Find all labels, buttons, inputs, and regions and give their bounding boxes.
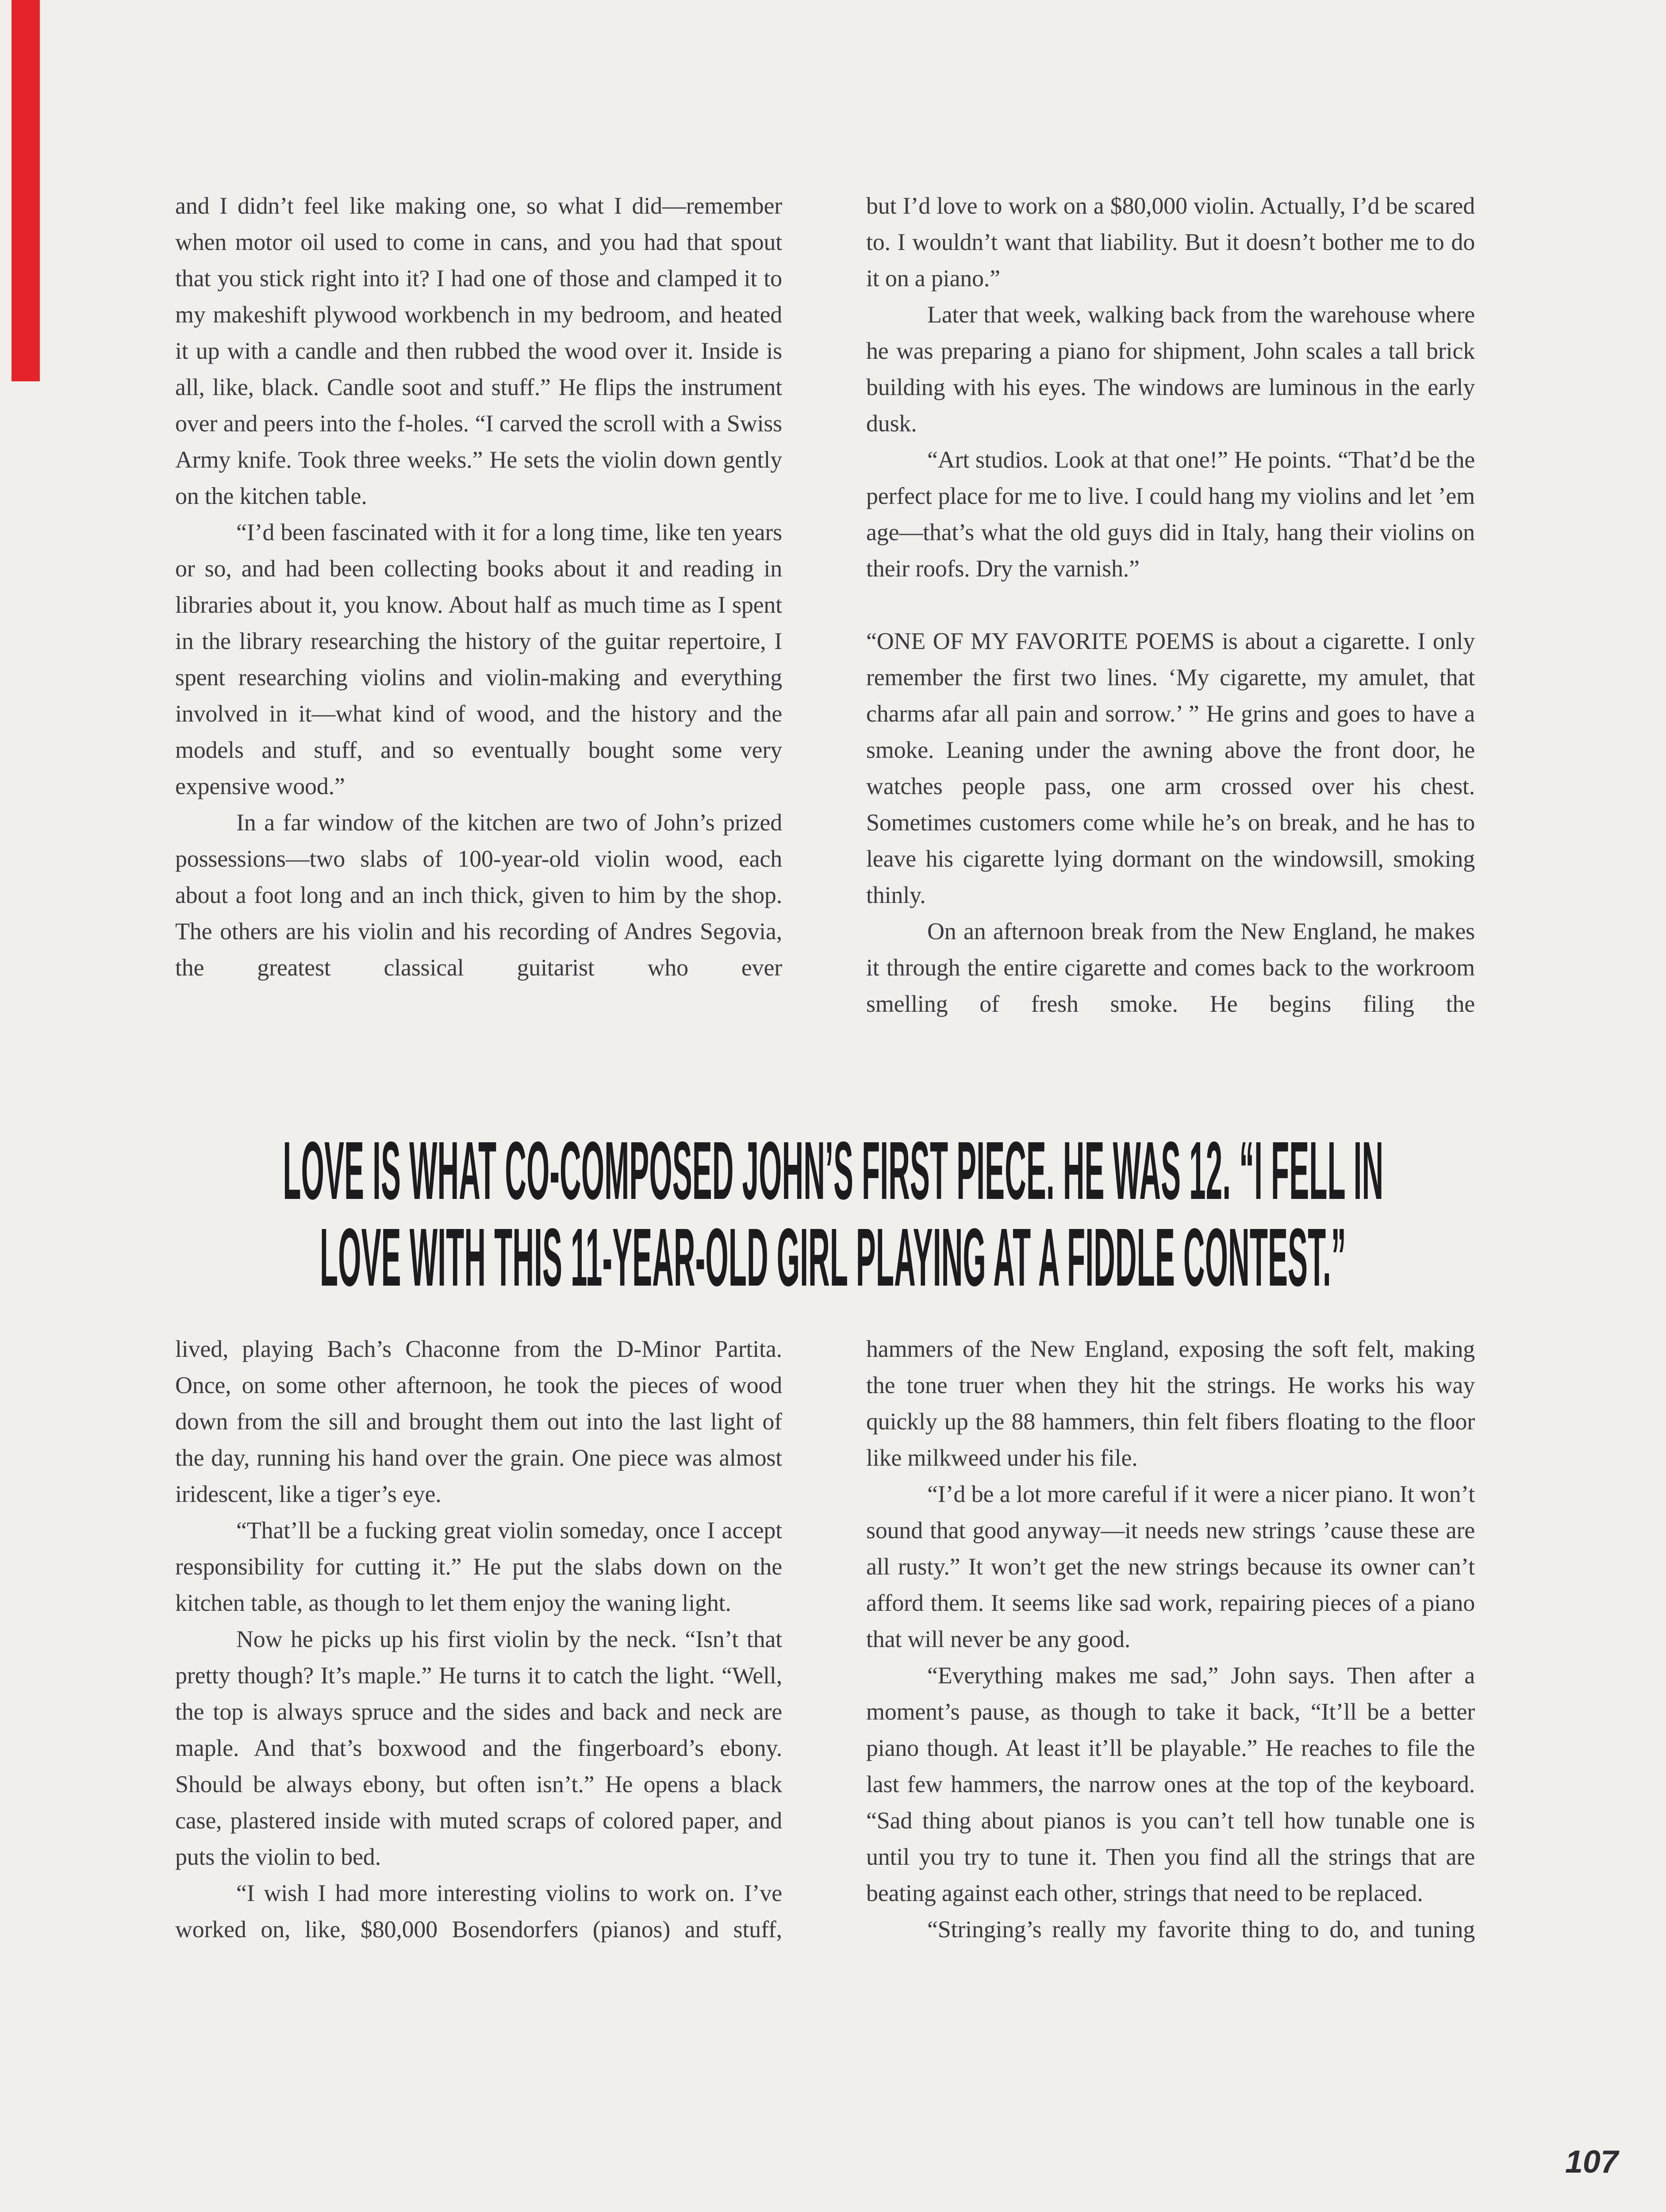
paragraph: lived, playing Bach’s Chaconne from the D-Minor Partita. Once, on some other afternoon, he took the pieces of wood down from the sill and brought them out into the last light of the day, running his hand over the grain. One piece was almost iridescent, like a tiger’s eye. xyxy=(175,1336,782,1507)
paragraph: “Art studios. Look at that one!” He points. “That’d be the perfect place for me to live. I could hang my violins and let ’em age—that’s what the old guys did in Italy, hang their violins on their roofs. Dry the varnish.” xyxy=(866,446,1475,582)
page-number: 107 xyxy=(1565,2144,1618,2180)
column-top-right xyxy=(866,188,1475,1122)
paragraph: Later that week, walking back from the warehouse where he was preparing a piano for shipment, John scales a tall brick building with his eyes. The windows are luminous in the early dusk. xyxy=(866,301,1475,437)
paragraph: “That’ll be a fucking great violin someday, once I accept responsibility for cutting it.” He put the slabs down on the kitchen table, as though to let them enjoy the waning light. xyxy=(175,1517,782,1616)
red-accent-bar xyxy=(12,0,40,381)
paragraph: “ONE OF MY FAVORITE POEMS is about a cigarette. I only remember the first two lines. ‘My cigarette, my amulet, that charms afar all pain and sorrow.’ ” He grins and goes to have a smoke. Leaning under the awning above the front door, he watches people pass, one arm crossed over his chest. Sometimes customers come while he’s on break, and he has to leave his cigarette lying dormant on the windowsill, smoking thinly. xyxy=(866,628,1475,908)
column-bottom-left xyxy=(175,1331,782,2131)
column-top-left xyxy=(175,188,782,1122)
pull-quote-text: LOVE WITH THIS 11-YEAR-OLD GIRL PLAYING AT A FIDDLE CONTEST.” xyxy=(320,1211,1346,1303)
paragraph: “I’d been fascinated with it for a long time, like ten years or so, and had been collecting books about it and reading in libraries about it, you know. About half as much time as I spent in the library researching the history of the guitar repertoire, I spent researching violins and violin-making and everything involved in it—what kind of wood, and the history and the models and stuff, and so eventually bought some very expensive wood.” xyxy=(175,519,782,799)
pull-quote xyxy=(125,1127,1541,1301)
paragraph: “Everything makes me sad,” John says. Then after a moment’s pause, as though to take it back, “It’ll be a better piano though. At least it’ll be playable.” He reaches to file the last few hammers, the narrow ones at the top of the keyboard. “Sad thing about pianos is you can’t tell how tunable one is until you try to tune it. Then you find all the strings that are beating against each other, strings that need to be replaced. xyxy=(866,1662,1475,1906)
pull-quote-text: LOVE IS WHAT CO-COMPOSED JOHN’S FIRST PIECE. HE WAS 12. “I FELL IN xyxy=(283,1125,1383,1217)
paragraph: and I didn’t feel like making one, so what I did—remember when motor oil used to come in cans, and you had that spout that you stick right into it? I had one of those and clamped it to my makeshift plywood workbench in my bedroom, and heated it up with a candle and then rubbed the wood over it. Inside is all, like, black. Candle soot and stuff.” He flips the instrument over and peers into the f-holes. “I carved the scroll with a Swiss Army knife. Took three weeks.” He sets the violin down gently on the kitchen table. xyxy=(175,192,782,509)
paragraph: but I’d love to work on a $80,000 violin. Actually, I’d be scared to. I wouldn’t want that liability. But it doesn’t bother me to do it on a piano.” xyxy=(866,192,1475,292)
paragraph: “I’d be a lot more careful if it were a nicer piano. It won’t sound that good anyway—it needs new strings ’cause these are all rusty.” It won’t get the new strings because its owner can’t afford them. It seems like sad work, repairing pieces of a piano that will never be any good. xyxy=(866,1481,1475,1652)
paragraph: On an afternoon break from the New England, he makes it through the entire cigarette and comes back to the workroom smelling of fresh smoke. He begins filing the xyxy=(866,918,1475,1017)
paragraph: hammers of the New England, exposing the soft felt, making the tone truer when they hit the strings. He works his way quickly up the 88 hammers, thin felt fibers floating to the floor like milkweed under his file. xyxy=(866,1336,1475,1471)
paragraph: Now he picks up his first violin by the neck. “Isn’t that pretty though? It’s maple.” He turns it to catch the light. “Well, the top is always spruce and the sides and back and neck are maple. And that’s boxwood and the fingerboard’s ebony. Should be always ebony, but often isn’t.” He opens a black case, plastered inside with muted scraps of colored paper, and puts the violin to bed. xyxy=(175,1626,782,1870)
pull-quote-line-2 xyxy=(125,1211,1541,1303)
paragraph: “Stringing’s really my favorite thing to do, and tuning xyxy=(927,1916,1475,1943)
pull-quote-line-1 xyxy=(125,1125,1541,1217)
column-bottom-right xyxy=(866,1331,1475,2171)
paragraph: In a far window of the kitchen are two of John’s prized possessions—two slabs of 100-year-old violin wood, each about a foot long and an inch thick, given to him by the shop. The others are his violin and his recording of Andres Segovia, the greatest classical guitarist who ever xyxy=(175,809,782,981)
paragraph: “I wish I had more interesting violins to work on. I’ve worked on, like, $80,000 Bosendorfers (pianos) and stuff, xyxy=(175,1880,782,1943)
